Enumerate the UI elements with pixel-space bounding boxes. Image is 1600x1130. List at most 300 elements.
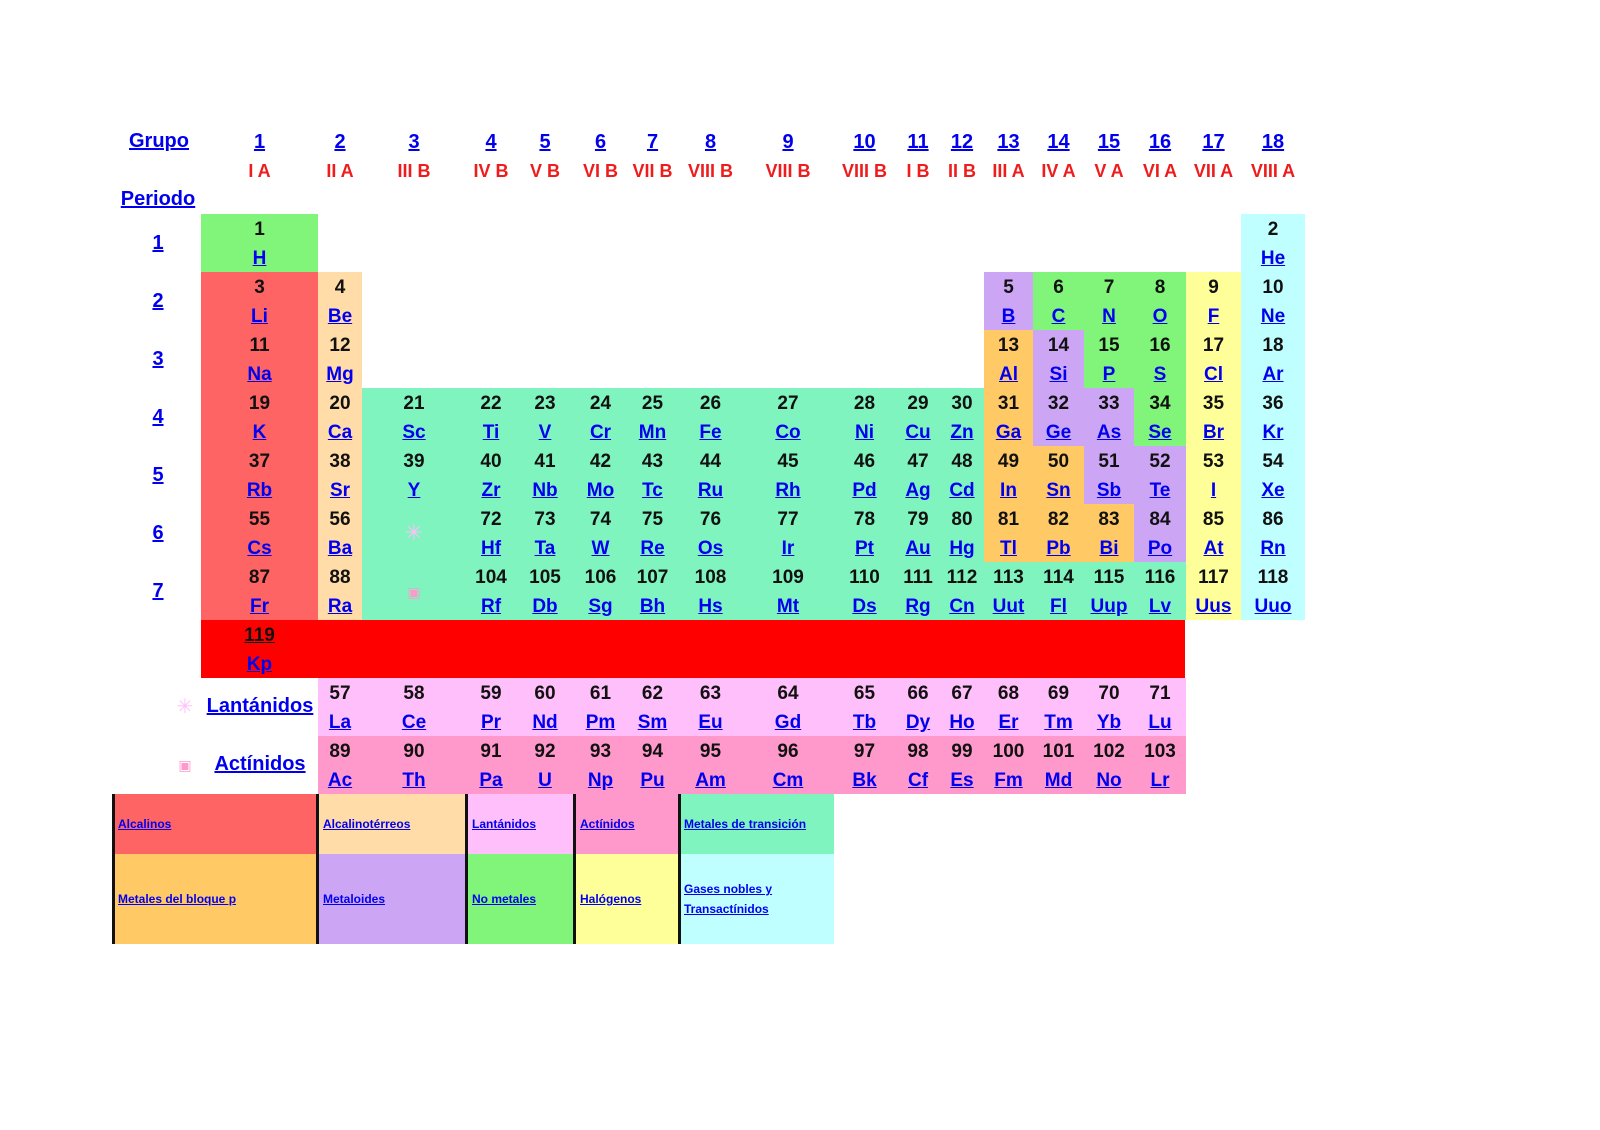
element-symbol[interactable]: Se xyxy=(1148,422,1172,443)
group-number[interactable]: 1 xyxy=(253,131,266,153)
element-symbol[interactable]: Mo xyxy=(586,480,615,501)
element-119-bar xyxy=(201,620,1185,678)
atomic-number: 62 xyxy=(641,683,664,704)
atomic-number: 99 xyxy=(951,741,973,762)
element-symbol[interactable]: Mg xyxy=(326,364,354,385)
element-symbol[interactable]: Fr xyxy=(250,596,269,617)
atomic-number: 45 xyxy=(777,451,799,472)
element-symbol[interactable]: Th xyxy=(402,770,426,791)
element-symbol[interactable]: Sg xyxy=(588,596,613,617)
element-symbol[interactable]: Mt xyxy=(776,596,800,617)
element-symbol[interactable]: Na xyxy=(247,364,272,385)
element-symbol[interactable]: Eu xyxy=(698,712,723,733)
atomic-number: 11 xyxy=(249,335,270,356)
element-symbol[interactable]: Br xyxy=(1202,422,1225,443)
element-symbol[interactable]: Sc xyxy=(402,422,426,443)
atomic-number: 83 xyxy=(1098,509,1120,530)
element-symbol[interactable]: Db xyxy=(532,596,558,617)
period-number[interactable]: 6 xyxy=(152,522,164,544)
element-symbol[interactable]: Tl xyxy=(1000,538,1017,559)
atomic-number: 26 xyxy=(699,393,722,414)
atomic-number: 119 xyxy=(244,625,275,646)
atomic-number: 98 xyxy=(907,741,929,762)
atomic-number: 86 xyxy=(1262,509,1284,530)
atomic-number: 114 xyxy=(1043,567,1074,588)
atomic-number: 46 xyxy=(853,451,876,472)
element-symbol[interactable]: Pd xyxy=(852,480,877,501)
element-symbol[interactable]: No xyxy=(1096,770,1122,791)
atomic-number: 40 xyxy=(480,451,502,472)
atomic-number: 97 xyxy=(853,741,876,762)
atomic-number: 34 xyxy=(1149,393,1171,414)
atomic-number: 93 xyxy=(589,741,612,762)
atomic-number: 37 xyxy=(248,451,271,472)
atomic-number: 56 xyxy=(329,509,351,530)
element-symbol[interactable]: Np xyxy=(587,770,614,791)
element-symbol[interactable]: O xyxy=(1152,306,1168,327)
atomic-number: 19 xyxy=(248,393,271,414)
element-symbol[interactable]: Ho xyxy=(949,712,975,733)
atomic-number: 113 xyxy=(993,567,1024,588)
element-symbol[interactable]: Rg xyxy=(905,596,931,617)
group-roman: IV B xyxy=(473,161,509,181)
group-roman: IV A xyxy=(1041,161,1076,181)
group-number[interactable]: 14 xyxy=(1047,131,1070,153)
atomic-number: 6 xyxy=(1053,277,1064,298)
legend-divider xyxy=(316,794,319,944)
element-symbol[interactable]: Fm xyxy=(994,770,1023,791)
element-symbol[interactable]: B xyxy=(1001,306,1016,327)
atomic-number: 105 xyxy=(529,567,561,588)
element-symbol[interactable]: Bh xyxy=(639,596,666,617)
atomic-number: 14 xyxy=(1047,335,1070,356)
element-symbol[interactable]: Co xyxy=(775,422,801,443)
atomic-number: 66 xyxy=(907,683,929,704)
group-roman: III B xyxy=(397,161,431,181)
element-symbol[interactable]: Os xyxy=(697,538,724,559)
element-symbol[interactable]: Hg xyxy=(949,538,975,559)
element-symbol[interactable]: Ni xyxy=(855,422,874,443)
element-symbol[interactable]: Rf xyxy=(480,596,502,617)
legend-label[interactable]: Metaloides xyxy=(323,892,386,906)
atomic-number: 92 xyxy=(534,741,556,762)
element-symbol[interactable]: Kp xyxy=(246,654,273,675)
element-symbol[interactable]: As xyxy=(1096,422,1122,443)
element-symbol[interactable]: Fl xyxy=(1050,596,1067,617)
grupo-header[interactable]: Grupo xyxy=(129,130,189,152)
legend-label[interactable]: Alcalinos xyxy=(118,817,172,831)
atomic-number: 43 xyxy=(641,451,664,472)
atomic-number: 39 xyxy=(403,451,425,472)
element-symbol[interactable]: Am xyxy=(695,770,726,791)
element-symbol[interactable]: Ra xyxy=(327,596,353,617)
atomic-number: 13 xyxy=(997,335,1020,356)
atomic-number: 35 xyxy=(1202,393,1225,414)
atomic-number: 54 xyxy=(1262,451,1284,472)
element-symbol[interactable]: Uup xyxy=(1090,596,1128,617)
element-symbol[interactable]: Hf xyxy=(480,538,502,559)
element-symbol[interactable]: S xyxy=(1153,364,1167,385)
element-symbol[interactable]: Ds xyxy=(852,596,877,617)
element-symbol[interactable]: Ta xyxy=(534,538,556,559)
group-roman: V A xyxy=(1094,161,1124,181)
atomic-number: 67 xyxy=(951,683,973,704)
legend-divider xyxy=(465,794,468,944)
element-symbol[interactable]: Rh xyxy=(775,480,801,501)
actinides-label[interactable]: Actínidos xyxy=(214,753,306,775)
atomic-number: 51 xyxy=(1098,451,1120,472)
element-symbol[interactable]: Cl xyxy=(1204,364,1223,385)
atomic-number: 69 xyxy=(1047,683,1070,704)
atomic-number: 108 xyxy=(694,567,727,588)
element-symbol[interactable]: Ac xyxy=(327,770,353,791)
atomic-number: 33 xyxy=(1098,393,1120,414)
atomic-number: 52 xyxy=(1149,451,1171,472)
atomic-number: 47 xyxy=(907,451,929,472)
group-number[interactable]: 6 xyxy=(594,131,607,153)
atomic-number: 41 xyxy=(534,451,556,472)
atomic-number: 60 xyxy=(534,683,556,704)
atomic-number: 2 xyxy=(1267,219,1279,240)
element-symbol[interactable]: C xyxy=(1051,306,1066,327)
atomic-number: 8 xyxy=(1154,277,1166,298)
legend-divider xyxy=(112,794,115,944)
atomic-number: 100 xyxy=(992,741,1025,762)
element-symbol[interactable]: Ar xyxy=(1262,364,1284,385)
element-symbol[interactable]: Lv xyxy=(1148,596,1172,617)
element-symbol[interactable]: Mn xyxy=(638,422,667,443)
element-symbol[interactable]: Cm xyxy=(772,770,804,791)
period-number[interactable]: 7 xyxy=(152,580,164,602)
atomic-number: 118 xyxy=(1257,567,1289,588)
atomic-number: 90 xyxy=(403,741,425,762)
element-symbol[interactable]: Nd xyxy=(532,712,558,733)
atomic-number: 117 xyxy=(1198,567,1229,588)
group-number[interactable]: 3 xyxy=(408,131,420,153)
atomic-number: 31 xyxy=(997,393,1020,414)
legend-label[interactable]: Alcalinotérreos xyxy=(323,817,411,831)
atomic-number: 42 xyxy=(589,451,612,472)
period-number[interactable]: 1 xyxy=(152,232,164,254)
element-symbol[interactable]: Yb xyxy=(1096,712,1122,733)
element-symbol[interactable]: Tm xyxy=(1044,712,1073,733)
element-symbol[interactable]: Ca xyxy=(327,422,353,443)
group-number[interactable]: 13 xyxy=(997,131,1020,153)
atomic-number: 63 xyxy=(699,683,722,704)
atomic-number: 7 xyxy=(1103,277,1115,298)
period-number[interactable]: 3 xyxy=(152,348,164,370)
group-roman: VIII B xyxy=(765,161,811,181)
group-roman: VIII B xyxy=(687,161,733,181)
legend-label[interactable]: Metales del bloque p xyxy=(118,892,237,906)
atomic-number: 84 xyxy=(1149,509,1171,530)
element-symbol[interactable]: Cf xyxy=(907,770,929,791)
element-symbol[interactable]: Kr xyxy=(1262,422,1284,443)
group-roman: II A xyxy=(326,161,354,181)
element-symbol[interactable]: Al xyxy=(999,364,1018,385)
atomic-number: 17 xyxy=(1202,335,1225,356)
asterisk-icon: ✳ xyxy=(176,696,194,718)
element-symbol[interactable]: Pu xyxy=(640,770,665,791)
atomic-number: 22 xyxy=(480,393,502,414)
atomic-number: 9 xyxy=(1208,277,1219,298)
group-roman: VI B xyxy=(582,161,618,181)
atomic-number: 48 xyxy=(951,451,973,472)
legend-label[interactable]: Gases nobles y Transactínidos xyxy=(684,882,773,916)
group-roman: VII B xyxy=(632,161,673,181)
legend-label[interactable]: No metales xyxy=(472,892,537,906)
atomic-number: 21 xyxy=(403,393,425,414)
atomic-number: 49 xyxy=(997,451,1020,472)
group-roman: III A xyxy=(992,161,1025,181)
square-icon: ▣ xyxy=(407,584,421,600)
atomic-number: 87 xyxy=(248,567,271,588)
element-symbol[interactable]: Pb xyxy=(1046,538,1071,559)
atomic-number: 71 xyxy=(1149,683,1171,704)
legend-label[interactable]: Halógenos xyxy=(580,892,642,906)
element-symbol[interactable]: F xyxy=(1207,306,1220,327)
element-symbol[interactable]: Cn xyxy=(949,596,975,617)
atomic-number: 109 xyxy=(772,567,804,588)
atomic-number: 55 xyxy=(248,509,271,530)
atomic-number: 18 xyxy=(1262,335,1284,356)
atomic-number: 76 xyxy=(699,509,722,530)
element-symbol[interactable]: Hs xyxy=(698,596,723,617)
element-symbol[interactable]: Es xyxy=(950,770,974,791)
element-symbol[interactable]: K xyxy=(252,422,267,443)
group-roman: II B xyxy=(947,161,976,181)
element-symbol[interactable]: Pr xyxy=(480,712,502,733)
element-symbol[interactable]: Uut xyxy=(992,596,1025,617)
element-symbol[interactable]: H xyxy=(252,248,267,269)
atomic-number: 58 xyxy=(403,683,425,704)
element-symbol[interactable]: Zr xyxy=(481,480,501,501)
atomic-number: 77 xyxy=(777,509,799,530)
period-number[interactable]: 4 xyxy=(152,406,164,428)
atomic-number: 89 xyxy=(329,741,351,762)
element-symbol[interactable]: Y xyxy=(407,480,421,501)
element-symbol[interactable]: Lu xyxy=(1148,712,1172,733)
atomic-number: 30 xyxy=(951,393,973,414)
element-symbol[interactable]: Ba xyxy=(327,538,353,559)
periodo-header[interactable]: Periodo xyxy=(120,188,196,210)
group-roman: I B xyxy=(906,161,930,181)
atomic-number: 78 xyxy=(853,509,876,530)
group-number[interactable]: 2 xyxy=(334,131,346,153)
element-symbol[interactable]: Ti xyxy=(482,422,500,443)
element-symbol[interactable]: P xyxy=(1102,364,1116,385)
element-symbol[interactable]: Be xyxy=(327,306,353,327)
period-number[interactable]: 2 xyxy=(152,290,164,312)
element-symbol[interactable]: Sb xyxy=(1096,480,1122,501)
group-number[interactable]: 10 xyxy=(853,131,876,153)
group-number[interactable]: 16 xyxy=(1148,131,1172,153)
atomic-number: 15 xyxy=(1098,335,1120,356)
group-roman: VI A xyxy=(1142,161,1178,181)
atomic-number: 3 xyxy=(254,277,265,298)
group-number[interactable]: 11 xyxy=(907,131,929,153)
element-symbol[interactable]: In xyxy=(1000,480,1017,501)
atomic-number: 61 xyxy=(589,683,612,704)
atomic-number: 103 xyxy=(1144,741,1176,762)
element-symbol[interactable]: Pm xyxy=(585,712,616,733)
element-symbol[interactable]: Bi xyxy=(1099,538,1119,559)
atomic-number: 110 xyxy=(849,567,880,588)
atomic-number: 81 xyxy=(997,509,1020,530)
element-symbol[interactable]: Re xyxy=(640,538,665,559)
atomic-number: 88 xyxy=(329,567,351,588)
atomic-number: 101 xyxy=(1042,741,1075,762)
element-symbol[interactable]: Ru xyxy=(697,480,724,501)
group-roman: VIII B xyxy=(841,161,887,181)
group-number[interactable]: 18 xyxy=(1261,131,1285,153)
element-symbol[interactable]: Uuo xyxy=(1254,596,1292,617)
element-symbol[interactable]: Dy xyxy=(905,712,931,733)
group-number[interactable]: 12 xyxy=(950,131,974,153)
element-symbol[interactable]: N xyxy=(1102,306,1116,327)
element-symbol[interactable]: Ir xyxy=(781,538,795,559)
element-symbol[interactable]: Cu xyxy=(905,422,931,443)
atomic-number: 16 xyxy=(1149,335,1171,356)
atomic-number: 38 xyxy=(329,451,351,472)
square-icon: ▣ xyxy=(178,757,192,773)
atomic-number: 112 xyxy=(946,567,978,588)
element-symbol[interactable]: Cd xyxy=(949,480,975,501)
atomic-number: 65 xyxy=(853,683,876,704)
asterisk-icon: ✳ xyxy=(404,520,424,545)
element-symbol[interactable]: La xyxy=(328,712,352,733)
element-symbol[interactable]: Er xyxy=(998,712,1019,733)
element-symbol[interactable]: W xyxy=(591,538,610,559)
element-symbol[interactable]: Gd xyxy=(774,712,802,733)
atomic-number: 25 xyxy=(641,393,664,414)
element-symbol[interactable]: Ge xyxy=(1045,422,1072,443)
element-symbol[interactable]: Ga xyxy=(995,422,1022,443)
group-roman: VIII A xyxy=(1250,161,1296,181)
legend-label[interactable]: Lantánidos xyxy=(472,817,537,831)
atomic-number: 59 xyxy=(480,683,502,704)
period-number[interactable]: 5 xyxy=(152,464,164,486)
element-symbol[interactable]: Au xyxy=(905,538,931,559)
element-symbol[interactable]: Sn xyxy=(1046,480,1071,501)
atomic-number: 91 xyxy=(480,741,502,762)
element-symbol[interactable]: Fe xyxy=(699,422,722,443)
group-number[interactable]: 8 xyxy=(704,131,717,153)
group-roman: I A xyxy=(248,161,271,181)
element-symbol[interactable]: Rn xyxy=(1260,538,1286,559)
element-symbol[interactable]: Te xyxy=(1149,480,1171,501)
element-symbol[interactable]: Si xyxy=(1049,364,1068,385)
element-symbol[interactable]: Sm xyxy=(637,712,668,733)
element-symbol[interactable]: V xyxy=(538,422,552,443)
group-number[interactable]: 9 xyxy=(782,131,794,153)
atomic-number: 106 xyxy=(584,567,617,588)
atomic-number: 102 xyxy=(1093,741,1125,762)
atomic-number: 116 xyxy=(1144,567,1176,588)
group-number[interactable]: 17 xyxy=(1202,131,1225,153)
legend-label[interactable]: Metales de transición xyxy=(684,817,807,831)
element-symbol[interactable]: Bk xyxy=(852,770,877,791)
atomic-number: 111 xyxy=(903,567,933,588)
atomic-number: 12 xyxy=(329,335,351,356)
atomic-number: 75 xyxy=(641,509,664,530)
atomic-number: 5 xyxy=(1003,277,1014,298)
atomic-number: 50 xyxy=(1047,451,1070,472)
atomic-number: 72 xyxy=(480,509,502,530)
atomic-number: 74 xyxy=(589,509,612,530)
element-symbol[interactable]: Cs xyxy=(247,538,272,559)
atomic-number: 32 xyxy=(1047,393,1070,414)
element-symbol[interactable]: Uus xyxy=(1195,596,1232,617)
atomic-number: 80 xyxy=(951,509,973,530)
element-symbol[interactable]: Li xyxy=(251,306,268,327)
atomic-number: 1 xyxy=(254,219,265,240)
element-symbol[interactable]: U xyxy=(538,770,552,791)
atomic-number: 20 xyxy=(329,393,351,414)
element-symbol[interactable]: Pt xyxy=(855,538,874,559)
atomic-number: 23 xyxy=(534,393,556,414)
atomic-number: 27 xyxy=(777,393,799,414)
legend-divider xyxy=(678,794,681,944)
element-symbol[interactable]: Sr xyxy=(329,480,351,501)
lanthanides-label[interactable]: Lantánidos xyxy=(206,695,314,717)
atomic-number: 79 xyxy=(907,509,929,530)
element-symbol[interactable]: Pa xyxy=(479,770,503,791)
group-number[interactable]: 15 xyxy=(1097,131,1121,153)
element-symbol[interactable]: Nb xyxy=(532,480,558,501)
atomic-number: 85 xyxy=(1202,509,1225,530)
atomic-number: 68 xyxy=(997,683,1020,704)
atomic-number: 57 xyxy=(329,683,351,704)
element-symbol[interactable]: Lr xyxy=(1150,770,1170,791)
element-symbol[interactable]: He xyxy=(1260,248,1286,269)
atomic-number: 104 xyxy=(475,567,507,588)
atomic-number: 64 xyxy=(777,683,799,704)
atomic-number: 107 xyxy=(636,567,669,588)
element-symbol[interactable]: Tb xyxy=(852,712,877,733)
group-roman: VII A xyxy=(1193,161,1234,181)
element-symbol[interactable]: Zn xyxy=(950,422,974,443)
atomic-number: 44 xyxy=(699,451,722,472)
atomic-number: 28 xyxy=(853,393,876,414)
element-symbol[interactable]: Cr xyxy=(589,422,612,443)
element-symbol[interactable]: Md xyxy=(1044,770,1073,791)
atomic-number: 73 xyxy=(534,509,556,530)
atomic-number: 82 xyxy=(1047,509,1070,530)
element-symbol[interactable]: Xe xyxy=(1261,480,1285,501)
atomic-number: 29 xyxy=(907,393,929,414)
element-symbol[interactable]: I xyxy=(1210,480,1217,501)
group-number[interactable]: 7 xyxy=(646,131,659,153)
legend-divider xyxy=(573,794,576,944)
element-symbol[interactable]: Tc xyxy=(642,480,663,501)
element-symbol[interactable]: Rb xyxy=(246,480,273,501)
legend-label[interactable]: Actínidos xyxy=(580,817,635,831)
group-roman: V B xyxy=(529,161,560,181)
atomic-number: 70 xyxy=(1098,683,1120,704)
atomic-number: 4 xyxy=(334,277,346,298)
group-number[interactable]: 4 xyxy=(485,131,497,153)
element-symbol[interactable]: Po xyxy=(1147,538,1173,559)
atomic-number: 10 xyxy=(1262,277,1284,298)
element-symbol[interactable]: Ce xyxy=(401,712,427,733)
element-symbol[interactable]: Ne xyxy=(1260,306,1286,327)
element-symbol[interactable]: Ag xyxy=(905,480,931,501)
element-symbol[interactable]: At xyxy=(1203,538,1224,559)
atomic-number: 115 xyxy=(1093,567,1125,588)
group-number[interactable]: 5 xyxy=(539,131,551,153)
atomic-number: 53 xyxy=(1202,451,1225,472)
